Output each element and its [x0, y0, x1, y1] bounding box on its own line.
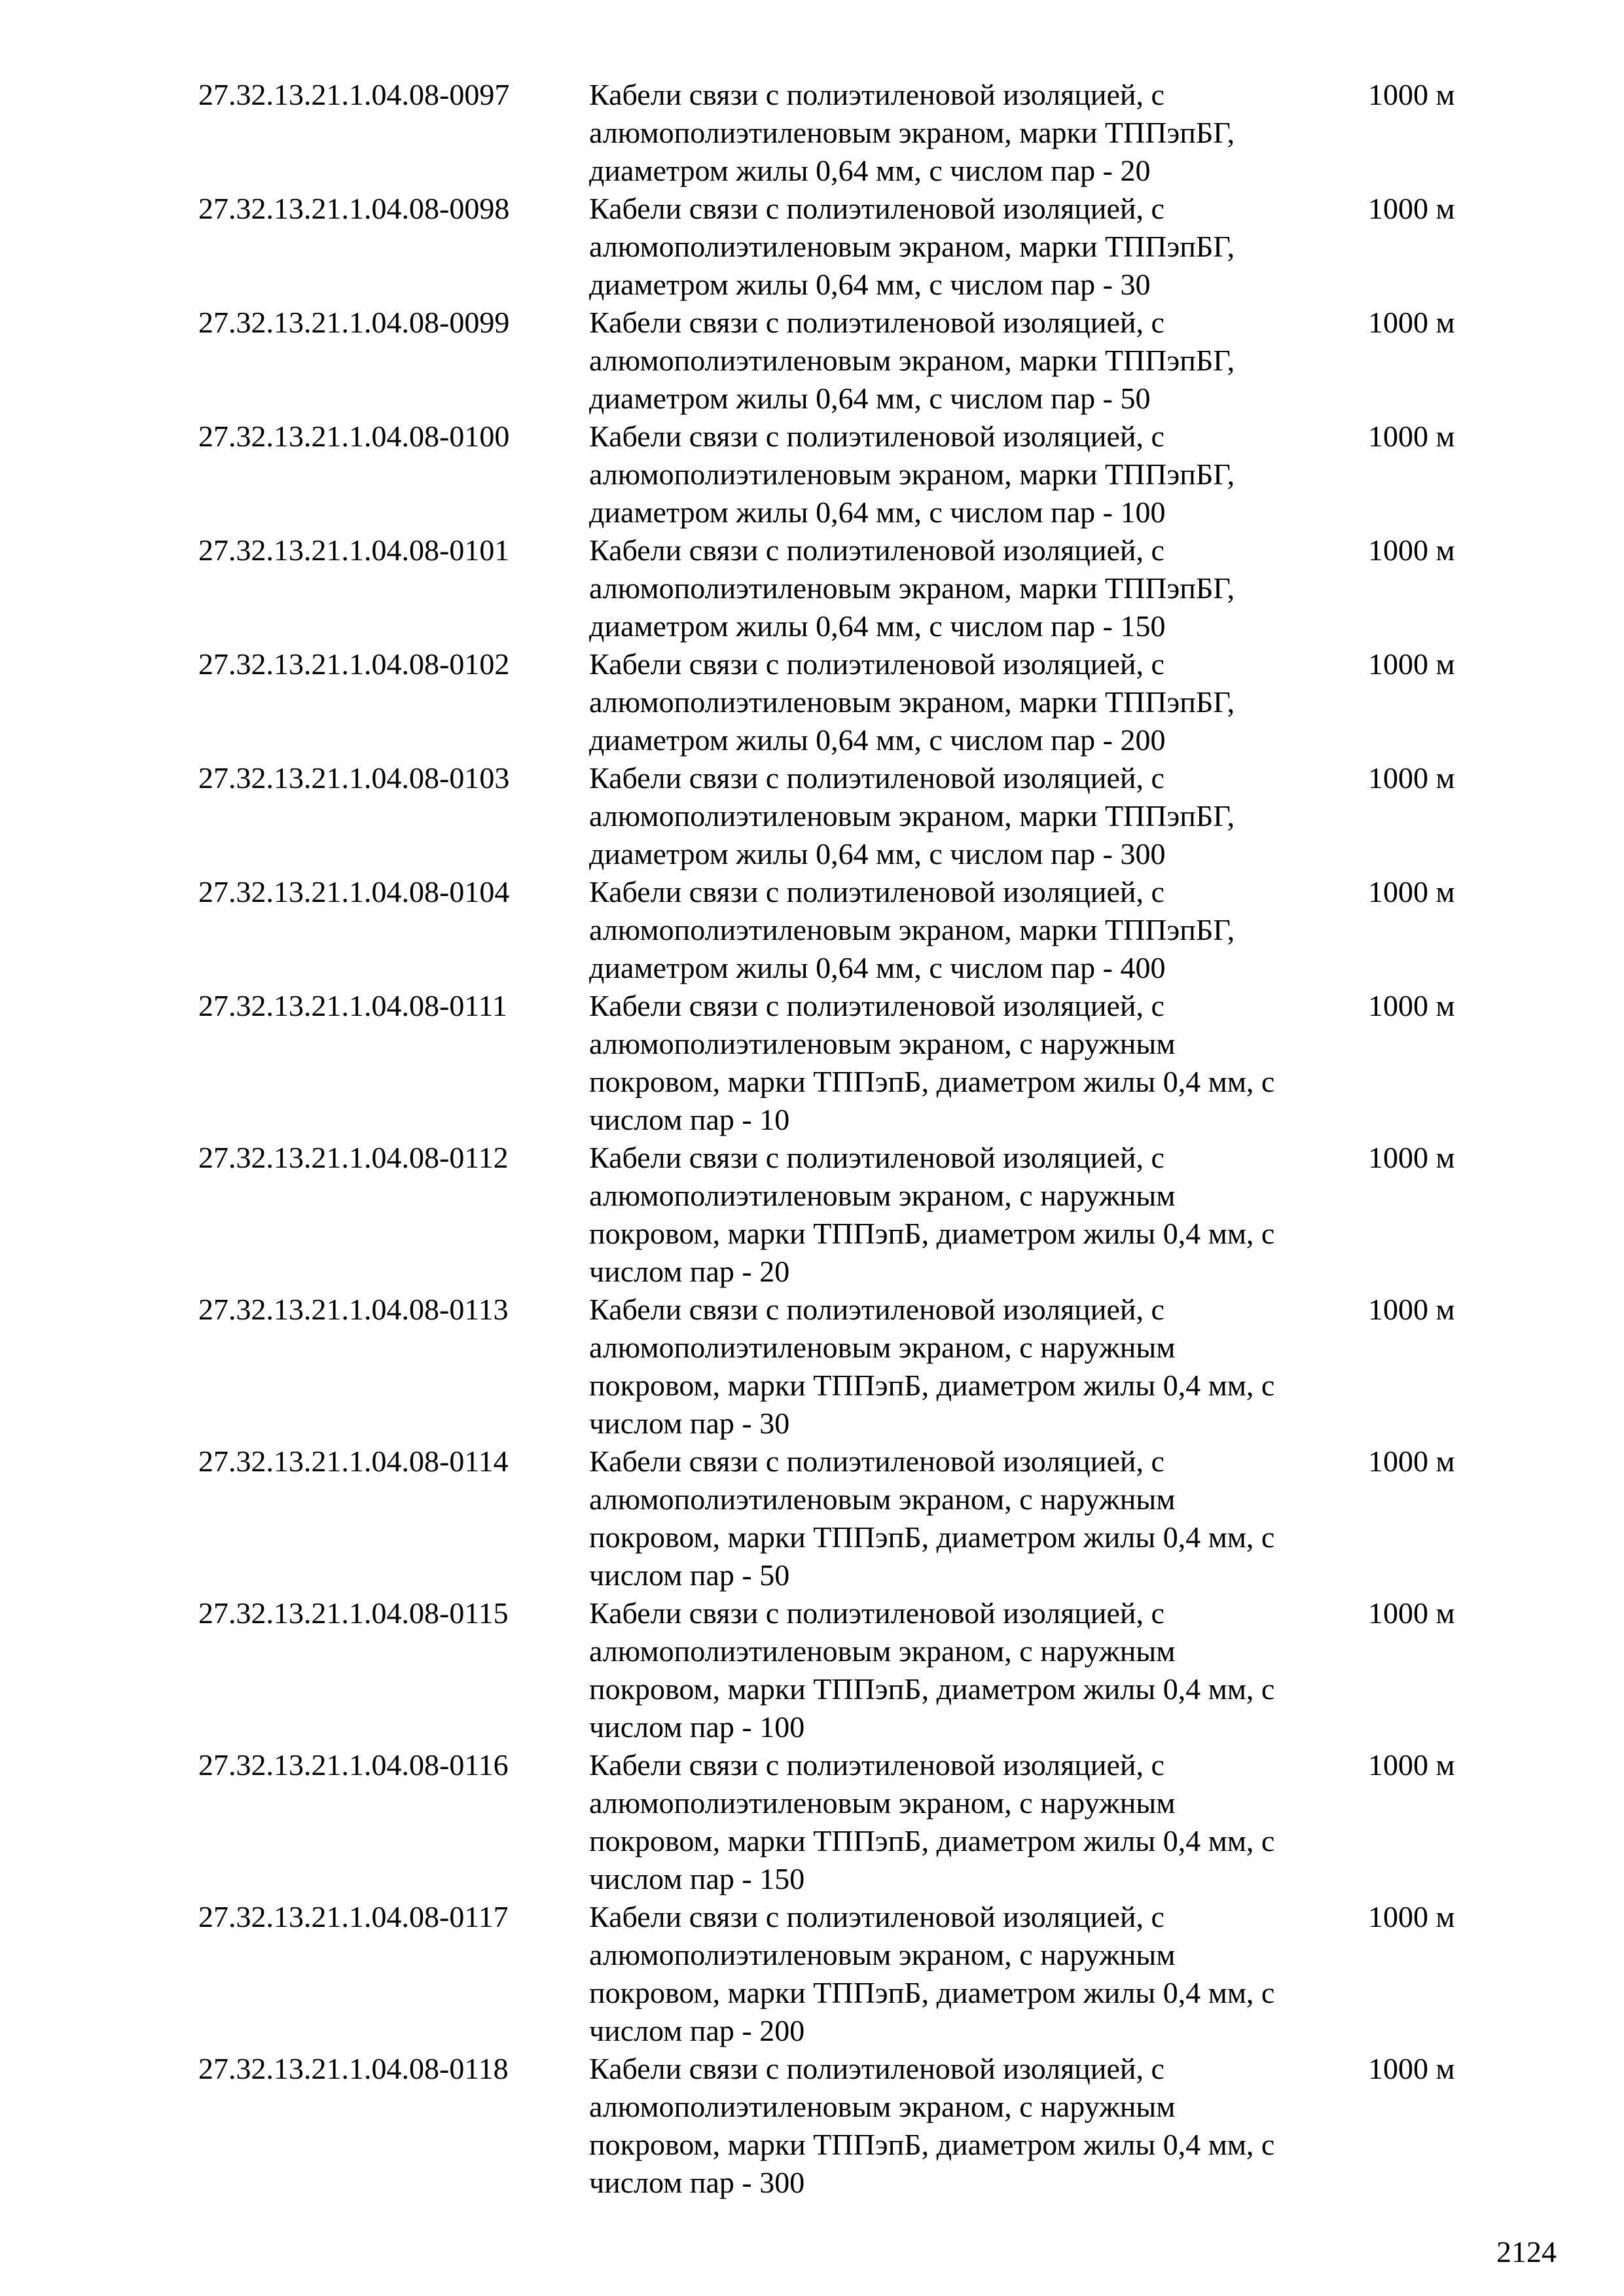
- resource-description: Кабели связи с полиэтиленовой изоляцией, с алюмополиэтиленовым экраном, с наружным покровом, марки ТППэпБ, диаметром жилы 0,4 мм, с числом пар - 200: [589, 1900, 1275, 2047]
- resource-entry: [198, 76, 1494, 190]
- resource-unit: 1000 м: [1368, 533, 1455, 567]
- resource-code: 27.32.13.21.1.04.08-0100: [198, 420, 510, 453]
- resource-description: Кабели связи с полиэтиленовой изоляцией, с алюмополиэтиленовым экраном, с наружным покровом, марки ТППэпБ, диаметром жилы 0,4 мм, с числом пар - 50: [589, 1444, 1275, 1592]
- resource-entry: [198, 1898, 1494, 2050]
- resource-code: 27.32.13.21.1.04.08-0114: [198, 1444, 509, 1478]
- resource-description: Кабели связи с полиэтиленовой изоляцией, с алюмополиэтиленовым экраном, марки ТППэпБГ, диаметром жилы 0,64 мм, с числом пар - 20: [589, 78, 1235, 187]
- resource-entry: [198, 1139, 1494, 1291]
- resource-unit: 1000 м: [1368, 761, 1455, 795]
- resource-entry: [198, 1594, 1494, 1746]
- resource-unit: 1000 м: [1368, 875, 1455, 908]
- resource-unit: 1000 м: [1368, 1141, 1455, 1174]
- resource-unit: 1000 м: [1368, 1900, 1455, 1933]
- resource-code: 27.32.13.21.1.04.08-0118: [198, 2052, 509, 2085]
- resource-description: Кабели связи с полиэтиленовой изоляцией, с алюмополиэтиленовым экраном, марки ТППэпБГ, диаметром жилы 0,64 мм, с числом пар - 200: [589, 647, 1235, 757]
- resource-description: Кабели связи с полиэтиленовой изоляцией, с алюмополиэтиленовым экраном, марки ТППэпБГ, диаметром жилы 0,64 мм, с числом пар - 50: [589, 306, 1235, 415]
- resource-unit: 1000 м: [1368, 192, 1455, 225]
- resource-description: Кабели связи с полиэтиленовой изоляцией, с алюмополиэтиленовым экраном, с наружным покровом, марки ТППэпБ, диаметром жилы 0,4 мм, с числом пар - 100: [589, 1596, 1275, 1744]
- resource-unit: 1000 м: [1368, 78, 1455, 111]
- resource-entry: [198, 873, 1494, 987]
- resource-entry: [198, 1443, 1494, 1594]
- resource-code: 27.32.13.21.1.04.08-0112: [198, 1141, 509, 1174]
- resource-entry: [198, 190, 1494, 304]
- resource-description: Кабели связи с полиэтиленовой изоляцией, с алюмополиэтиленовым экраном, с наружным покровом, марки ТППэпБ, диаметром жилы 0,4 мм, с числом пар - 10: [589, 989, 1275, 1136]
- resource-entry: [198, 304, 1494, 418]
- resource-code: 27.32.13.21.1.04.08-0113: [198, 1293, 509, 1326]
- resource-code: 27.32.13.21.1.04.08-0098: [198, 192, 510, 225]
- resource-code: 27.32.13.21.1.04.08-0097: [198, 78, 510, 111]
- resource-code: 27.32.13.21.1.04.08-0111: [198, 989, 507, 1022]
- resource-description: Кабели связи с полиэтиленовой изоляцией, с алюмополиэтиленовым экраном, с наружным покровом, марки ТППэпБ, диаметром жилы 0,4 мм, с числом пар - 20: [589, 1141, 1275, 1288]
- resource-entry: [198, 759, 1494, 873]
- resource-entry: [198, 987, 1494, 1139]
- resource-description: Кабели связи с полиэтиленовой изоляцией, с алюмополиэтиленовым экраном, марки ТППэпБГ, диаметром жилы 0,64 мм, с числом пар - 400: [589, 875, 1235, 984]
- resource-description: Кабели связи с полиэтиленовой изоляцией, с алюмополиэтиленовым экраном, с наружным покровом, марки ТППэпБ, диаметром жилы 0,4 мм, с числом пар - 30: [589, 1293, 1275, 1440]
- resource-code: 27.32.13.21.1.04.08-0116: [198, 1748, 509, 1782]
- resource-code: 27.32.13.21.1.04.08-0099: [198, 306, 510, 339]
- resource-description: Кабели связи с полиэтиленовой изоляцией, с алюмополиэтиленовым экраном, с наружным покровом, марки ТППэпБ, диаметром жилы 0,4 мм, с числом пар - 150: [589, 1748, 1275, 1895]
- resource-entry: [198, 1746, 1494, 1898]
- page-number: 2124: [1496, 2235, 1557, 2269]
- resource-description: Кабели связи с полиэтиленовой изоляцией, с алюмополиэтиленовым экраном, с наружным покровом, марки ТППэпБ, диаметром жилы 0,4 мм, с числом пар - 300: [589, 2052, 1275, 2199]
- resource-description: Кабели связи с полиэтиленовой изоляцией, с алюмополиэтиленовым экраном, марки ТППэпБГ, диаметром жилы 0,64 мм, с числом пар - 30: [589, 192, 1235, 301]
- resource-unit: 1000 м: [1368, 647, 1455, 681]
- resource-unit: 1000 м: [1368, 2052, 1455, 2085]
- resource-code: 27.32.13.21.1.04.08-0103: [198, 761, 510, 795]
- resource-entry: [198, 2050, 1494, 2202]
- resource-unit: 1000 м: [1368, 306, 1455, 339]
- resource-code: 27.32.13.21.1.04.08-0102: [198, 647, 510, 681]
- resource-unit: 1000 м: [1368, 989, 1455, 1022]
- resource-entry: [198, 418, 1494, 531]
- resource-unit: 1000 м: [1368, 1293, 1455, 1326]
- resource-entry: [198, 1291, 1494, 1443]
- resource-entry-list: [198, 76, 1494, 2202]
- resource-code: 27.32.13.21.1.04.08-0115: [198, 1596, 509, 1630]
- resource-code: 27.32.13.21.1.04.08-0117: [198, 1900, 509, 1933]
- resource-code: 27.32.13.21.1.04.08-0104: [198, 875, 510, 908]
- resource-description: Кабели связи с полиэтиленовой изоляцией, с алюмополиэтиленовым экраном, марки ТППэпБГ, диаметром жилы 0,64 мм, с числом пар - 100: [589, 420, 1235, 529]
- resource-description: Кабели связи с полиэтиленовой изоляцией, с алюмополиэтиленовым экраном, марки ТППэпБГ, диаметром жилы 0,64 мм, с числом пар - 150: [589, 533, 1235, 643]
- resource-unit: 1000 м: [1368, 1748, 1455, 1782]
- resource-entry: [198, 531, 1494, 645]
- resource-entry: [198, 645, 1494, 759]
- resource-unit: 1000 м: [1368, 420, 1455, 453]
- resource-unit: 1000 м: [1368, 1596, 1455, 1630]
- resource-unit: 1000 м: [1368, 1444, 1455, 1478]
- resource-code: 27.32.13.21.1.04.08-0101: [198, 533, 510, 567]
- resource-description: Кабели связи с полиэтиленовой изоляцией, с алюмополиэтиленовым экраном, марки ТППэпБГ, диаметром жилы 0,64 мм, с числом пар - 300: [589, 761, 1235, 870]
